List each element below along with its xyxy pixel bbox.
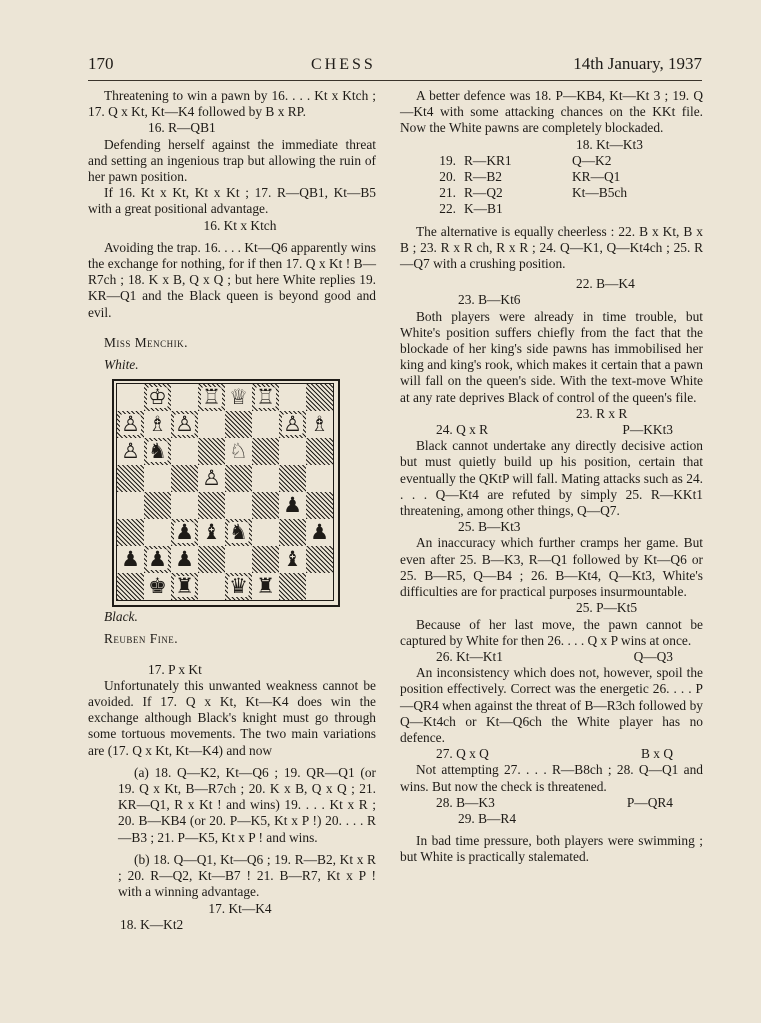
chess-piece: ♘ [229, 439, 248, 464]
move-pair [400, 795, 703, 811]
board-square [117, 492, 144, 519]
page-number: 170 [88, 54, 114, 73]
board-square [117, 519, 144, 546]
move-line: 18. K—Kt2 [120, 916, 184, 932]
board-square [144, 438, 171, 465]
board-square [144, 546, 171, 573]
board-square [225, 438, 252, 465]
board-square [225, 519, 252, 546]
annotation-text: Threatening to win a pawn by 16. . . . Kt x Ktch ; 17. Q x Kt, Kt—K4 followed by B x RP. [88, 88, 376, 120]
board-square [306, 492, 333, 519]
white-move: 26. Kt—Kt1 [436, 648, 503, 664]
board-square [198, 384, 225, 411]
move-line: 16. Kt x Ktch [203, 217, 277, 233]
chess-piece: ♛ [229, 574, 248, 599]
board-square [306, 546, 333, 573]
chess-piece: ♟ [310, 520, 329, 545]
move-line: 29. B—R4 [458, 810, 517, 826]
move-row [430, 201, 631, 217]
chess-piece: ♟ [148, 547, 167, 572]
board-square [306, 411, 333, 438]
board-square [144, 411, 171, 438]
move-line: 17. P x Kt [148, 661, 202, 677]
board-square [144, 465, 171, 492]
player-black-name: Reuben Fine. [104, 631, 179, 647]
chess-piece: ♙ [202, 466, 221, 491]
chess-piece: ♟ [283, 493, 302, 518]
variation-a: (a) 18. Q—K2, Kt—Q6 ; 19. QR—Q1 (or 19. Q x Kt, B—R7ch ; 20. K x B, Q x Q ; 21. KR—Q1, R x Kt ! and wins) 19. . . . Kt x R ; 20. B—KB4 (or 20. P—K5, Kt x P !) 20. . . . R—B3 ; 21. P—K5, Kt x P ! and wins. [118, 764, 376, 845]
annotation-text: Unfortunately this unwanted weakness cannot be avoided. If 17. Q x Kt, Kt—K4 does win the exchange although Black's knight must go through some tortuous movements. The two main variations are (17. Q x Kt, Kt—K4) and now [88, 677, 376, 758]
board-square [171, 546, 198, 573]
chess-piece: ♜ [256, 574, 275, 599]
board-square [279, 492, 306, 519]
annotation-text: An inaccuracy which further cramps her game. But even after 25. B—K3, R—Q1 followed by Kt—Q6 or 25. B—R5, Q—B4 ; 26. B—Kt4, Q—Kt3, White's difficulties are for practical purposes insurmountable. [400, 535, 703, 600]
move-pair [400, 746, 703, 762]
board-square [171, 411, 198, 438]
move-number: 20. [439, 169, 456, 185]
chess-piece: ♙ [175, 412, 194, 437]
chess-board [116, 383, 334, 601]
chess-piece: ♗ [310, 412, 329, 437]
annotation-text: Because of her last move, the pawn cannot be captured by White for then 26. . . . Q x P wins at once. [400, 616, 703, 648]
chess-piece: ♚ [148, 574, 167, 599]
move-line: 22. B—K4 [576, 276, 635, 292]
board-square [252, 492, 279, 519]
white-move: 27. Q x Q [436, 746, 489, 762]
board-square [198, 411, 225, 438]
white-move: 28. B—K3 [436, 794, 495, 810]
board-square [306, 384, 333, 411]
black-move [568, 201, 631, 217]
move-table [430, 153, 631, 218]
chess-piece: ♜ [175, 574, 194, 599]
board-square [225, 384, 252, 411]
player-white-name: Miss Menchik. [104, 334, 189, 350]
annotation-text: Both players were already in time trouble, but White's position suffers chiefly from the fact that the blockade of her king's side pawns has immobilised her king and king's rook, which makes it certain that a pawn will fall on the queen's side. With the text-move White at any rate deprives Black of control of the queen's file. [400, 308, 703, 405]
board-square [225, 465, 252, 492]
move-line: 18. Kt—Kt3 [576, 136, 643, 152]
board-square [117, 438, 144, 465]
board-square [252, 546, 279, 573]
move-row [430, 153, 631, 169]
board-square [279, 384, 306, 411]
board-square [252, 519, 279, 546]
white-move: R—Q2 [464, 185, 503, 201]
board-square [117, 573, 144, 600]
white-move: R—B2 [464, 169, 502, 185]
board-square [171, 438, 198, 465]
board-square [171, 465, 198, 492]
board-square [144, 519, 171, 546]
annotation-text: A better defence was 18. P—KB4, Kt—Kt 3 ; 19. Q—Kt4 with some attacking chances on the KKt file. Now the White pawns are completely blockaded. [400, 88, 703, 136]
annotation-text: Not attempting 27. . . . R—B8ch ; 28. Q—Q1 and wins. But now the check is threatened. [400, 762, 703, 794]
chess-piece: ♝ [202, 520, 221, 545]
chess-piece: ♕ [229, 385, 248, 410]
black-move: P—KKt3 [622, 422, 673, 438]
board-square [279, 438, 306, 465]
annotation-text: The alternative is equally cheerless : 22. B x Kt, B x B ; 23. R x R ch, R x R ; 24. Q—K1, Q—Kt4ch ; 25. R—Q7 with a crushing position. [400, 223, 703, 272]
board-square [171, 384, 198, 411]
move-number: 22. [439, 201, 456, 217]
board-square [306, 519, 333, 546]
move-row [430, 169, 631, 185]
black-move: Q—Q3 [633, 648, 673, 664]
chess-piece: ♙ [121, 439, 140, 464]
board-square [279, 519, 306, 546]
board-square [279, 411, 306, 438]
move-line: 25. P—Kt5 [576, 600, 638, 616]
board-square [198, 465, 225, 492]
board-square [117, 384, 144, 411]
board-square [225, 546, 252, 573]
board-square [225, 411, 252, 438]
white-label: White. [104, 357, 139, 373]
move-line: 23. B—Kt6 [458, 292, 521, 308]
board-square [117, 465, 144, 492]
board-square [144, 492, 171, 519]
chess-piece: ♝ [283, 547, 302, 572]
chess-piece: ♟ [121, 547, 140, 572]
black-move: KR—Q1 [572, 169, 621, 185]
move-number: 21. [439, 185, 456, 201]
chess-piece: ♖ [202, 385, 221, 410]
chess-piece: ♟ [175, 520, 194, 545]
board-square [198, 546, 225, 573]
black-label: Black. [104, 609, 138, 625]
black-move: B x Q [641, 746, 673, 762]
chess-piece: ♞ [229, 520, 248, 545]
annotation-text: Avoiding the trap. 16. . . . Kt—Q6 apparently wins the exchange for nothing, for if then 17. Q x Kt ! B—R7ch ; 18. K x B, Q x Q ; but here White replies 19. KR—Q1 and the Black queen is beyond good and evil. [88, 239, 376, 320]
board-square [171, 573, 198, 600]
board-square [117, 546, 144, 573]
board-square [279, 573, 306, 600]
white-move: R—KR1 [464, 152, 512, 168]
header-rule [88, 80, 702, 81]
board-square [225, 492, 252, 519]
board-square [306, 573, 333, 600]
black-move: P—QR4 [626, 794, 673, 810]
move-pair [400, 422, 703, 438]
board-square [198, 519, 225, 546]
left-column [88, 88, 376, 933]
board-square [279, 465, 306, 492]
board-square [144, 573, 171, 600]
annotation-text: Defending herself against the immediate threat and setting an ingenious trap but allowing the ruin of her pawn position. [88, 136, 376, 185]
board-square [252, 411, 279, 438]
board-square [198, 573, 225, 600]
move-row [430, 185, 631, 201]
move-number: 19. [439, 152, 456, 168]
issue-date: 14th January, 1937 [573, 54, 702, 73]
move-line: 25. B—Kt3 [458, 519, 521, 535]
board-square [306, 438, 333, 465]
black-move: Q—K2 [572, 152, 612, 168]
variation-b: (b) 18. Q—Q1, Kt—Q6 ; 19. R—B2, Kt x R ; 20. R—Q2, Kt—B7 ! 21. B—R7, Kt x P ! with a winning advantage. [118, 851, 376, 900]
board-square [252, 438, 279, 465]
board-square [252, 465, 279, 492]
page-header [88, 46, 702, 74]
annotation-text: Black cannot undertake any directly decisive action but must quietly build up his position, certain that eventually the QKtP will fall. Mating attacks such as 24. . . . Q—Kt4 are refuted by simply 25. R—KKt1 threatening, among other things, Q—Q7. [400, 438, 703, 519]
board-square [171, 519, 198, 546]
board-square [144, 384, 171, 411]
chess-piece: ♗ [148, 412, 167, 437]
black-move: Kt—B5ch [572, 185, 628, 201]
chess-piece: ♔ [148, 385, 167, 410]
board-square [279, 546, 306, 573]
board-square [306, 465, 333, 492]
chess-piece: ♞ [148, 439, 167, 464]
annotation-text: An inconsistency which does not, however, spoil the position effectively. Correct was the energetic 26. . . . P—QR4 when against the threat of B—R3ch followed by Q—Kt4ch or Kt—Q6ch the White player has no defence. [400, 665, 703, 745]
annotation-text: In bad time pressure, both players were swimming ; but White is practically stalemated. [400, 833, 703, 865]
board-square [198, 438, 225, 465]
move-line: 23. R x R [576, 405, 628, 421]
board-square [198, 492, 225, 519]
chess-piece: ♙ [121, 412, 140, 437]
move-line: 16. R—QB1 [148, 120, 216, 136]
magazine-title: CHESS [310, 56, 376, 73]
board-square [252, 573, 279, 600]
board-square [252, 384, 279, 411]
annotation-text: If 16. Kt x Kt, Kt x Kt ; 17. R—QB1, Kt—B5 with a great positional advantage. [88, 185, 376, 217]
white-move: K—B1 [464, 201, 503, 217]
board-square [225, 573, 252, 600]
white-move: 24. Q x R [436, 422, 489, 438]
board-square [117, 411, 144, 438]
chess-piece: ♙ [283, 412, 302, 437]
chess-piece: ♟ [175, 547, 194, 572]
right-column [400, 88, 703, 866]
board-square [171, 492, 198, 519]
chess-diagram [112, 379, 340, 607]
chess-piece: ♖ [256, 385, 275, 410]
move-line: 17. Kt—K4 [208, 900, 272, 916]
move-pair [400, 649, 703, 665]
